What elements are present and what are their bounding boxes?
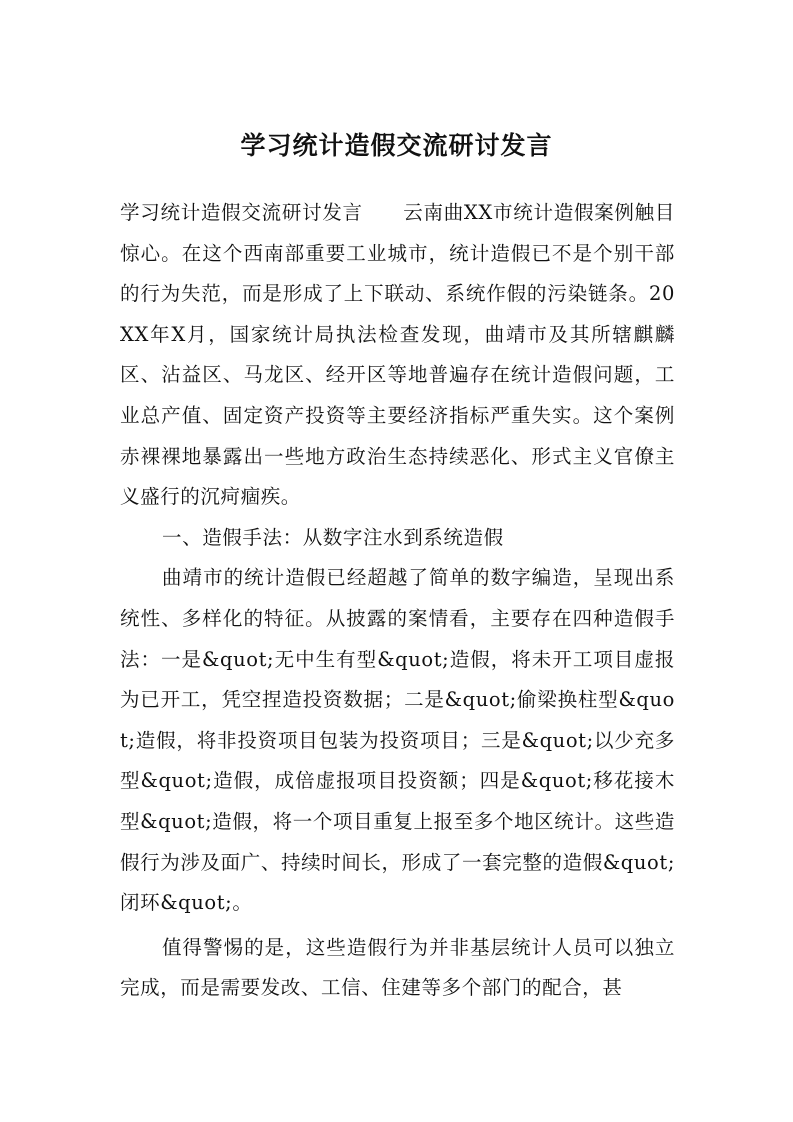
paragraph-methods: 曲靖市的统计造假已经超越了简单的数字编造，呈现出系统性、多样化的特征。从披露的案情看，主要存在四种造假手法：一是&quot;无中生有型&quot;造假，将未开工项目虚报为已开工，凭空捏造投资数据；二是&quot;偷梁换柱型&quot;造假，将非投资项目包装为投资项目；三是&quot;以少充多型&quot;造假，成倍虚报项目投资额；四是&quot;移花接木型&quot;造假，将一个项目重复上报至多个地区统计。这些造假行为涉及面广、持续时间长，形成了一套完整的造假&quot;闭环&quot;。	[120, 566, 675, 915]
section-heading: 一、造假手法：从数字注水到系统造假	[162, 525, 504, 549]
paragraph-intro: 学习统计造假交流研讨发言 云南曲XX市统计造假案例触目惊心。在这个西南部重要工业城市，统计造假已不是个别干部的行为失范，而是形成了上下联动、系统作假的污染链条。20XX年X月，国家统计局执法检查发现，曲靖市及其所辖麒麟区、沾益区、马龙区、经开区等地普遍存在统计造假问题，工业总产值、固定资产投资等主要经济指标严重失实。这个案例赤裸裸地暴露出一些地方政治生态持续恶化、形式主义官僚主义盛行的沉疴痼疾。	[120, 201, 675, 509]
document-title: 学习统计造假交流研讨发言	[240, 131, 553, 160]
paragraph-warning: 值得警惕的是，这些造假行为并非基层统计人员可以独立完成，而是需要发改、工信、住建等多个部门的配合，甚	[120, 935, 675, 1000]
document-body	[120, 193, 675, 1009]
